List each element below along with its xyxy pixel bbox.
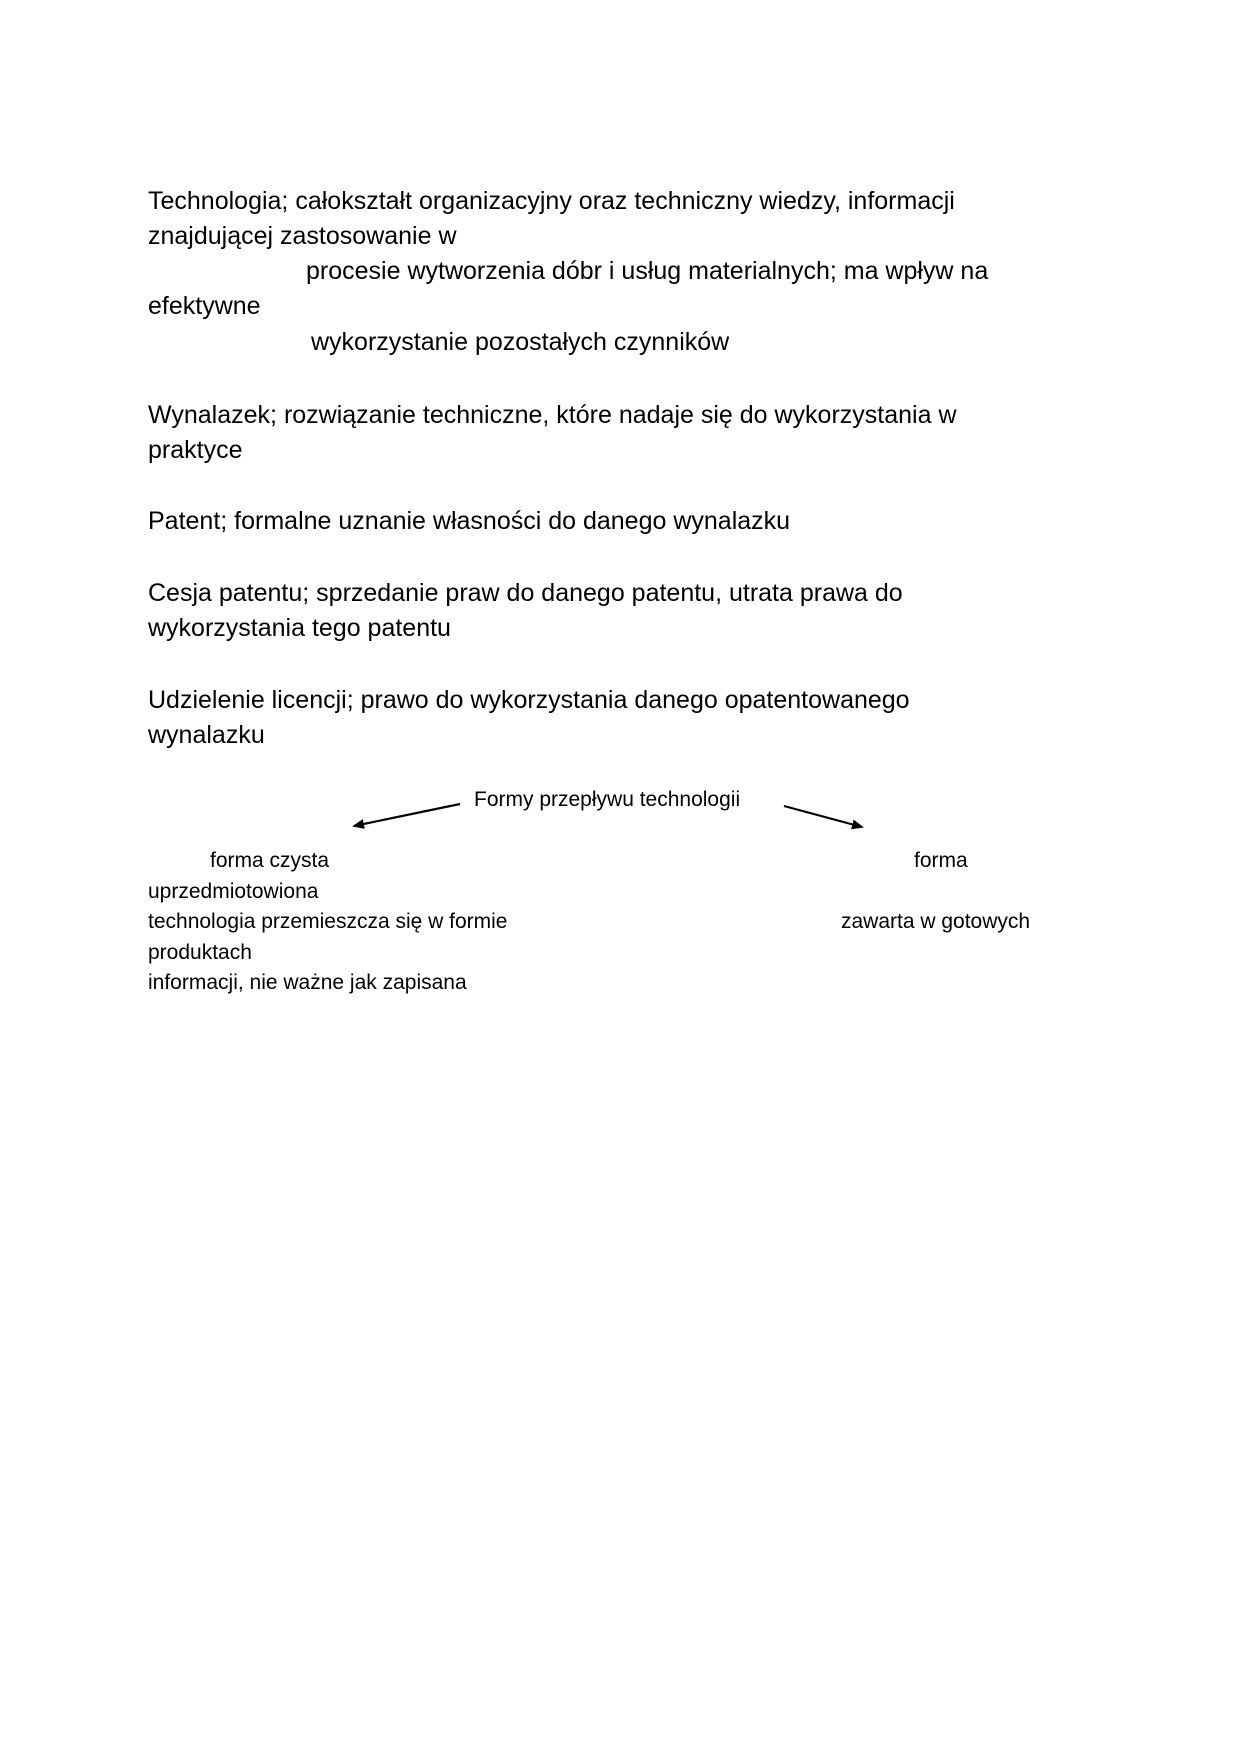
diagram-title: Formy przepływu technologii [474, 788, 741, 811]
def-technologia-line-2: znajdującej zastosowanie w [148, 222, 457, 250]
def-technologia-line-3: procesie wytworzenia dóbr i usług materialnych; ma wpływ na [306, 257, 989, 285]
def-cesja-line-2: wykorzystania tego patentu [148, 614, 451, 642]
left-branch-line-3: technologia przemieszcza się w formie [148, 910, 508, 933]
def-licencja-line-1: Udzielenie licencji; prawo do wykorzystania danego opatentowanego [148, 686, 910, 714]
left-branch-line-2: uprzedmiotowiona [148, 880, 319, 903]
def-wynalazek-line-2: praktyce [148, 436, 243, 464]
def-cesja-line-1: Cesja patentu; sprzedanie praw do danego patentu, utrata prawa do [148, 579, 903, 607]
left-branch-line-1: forma czysta [210, 849, 330, 872]
left-branch-line-4: produktach [148, 941, 252, 964]
def-technologia-line-1: Technologia; całokształt organizacyjny oraz techniczny wiedzy, informacji [148, 187, 955, 215]
def-wynalazek-line-1: Wynalazek; rozwiązanie techniczne, które nadaje się do wykorzystania w [148, 401, 957, 429]
def-technologia-line-4: efektywne [148, 292, 261, 320]
def-patent-line-1: Patent; formalne uznanie własności do danego wynalazku [148, 507, 791, 535]
def-licencja-line-2: wynalazku [148, 721, 265, 749]
right-branch-line-2: zawarta w gotowych [841, 910, 1031, 933]
left-arrow-icon [354, 804, 460, 826]
right-arrow-icon [784, 806, 862, 827]
right-branch-line-1: forma [914, 849, 968, 872]
left-branch-line-5: informacji, nie ważne jak zapisana [148, 971, 467, 994]
def-technologia-line-5: wykorzystanie pozostałych czynników [311, 328, 730, 356]
